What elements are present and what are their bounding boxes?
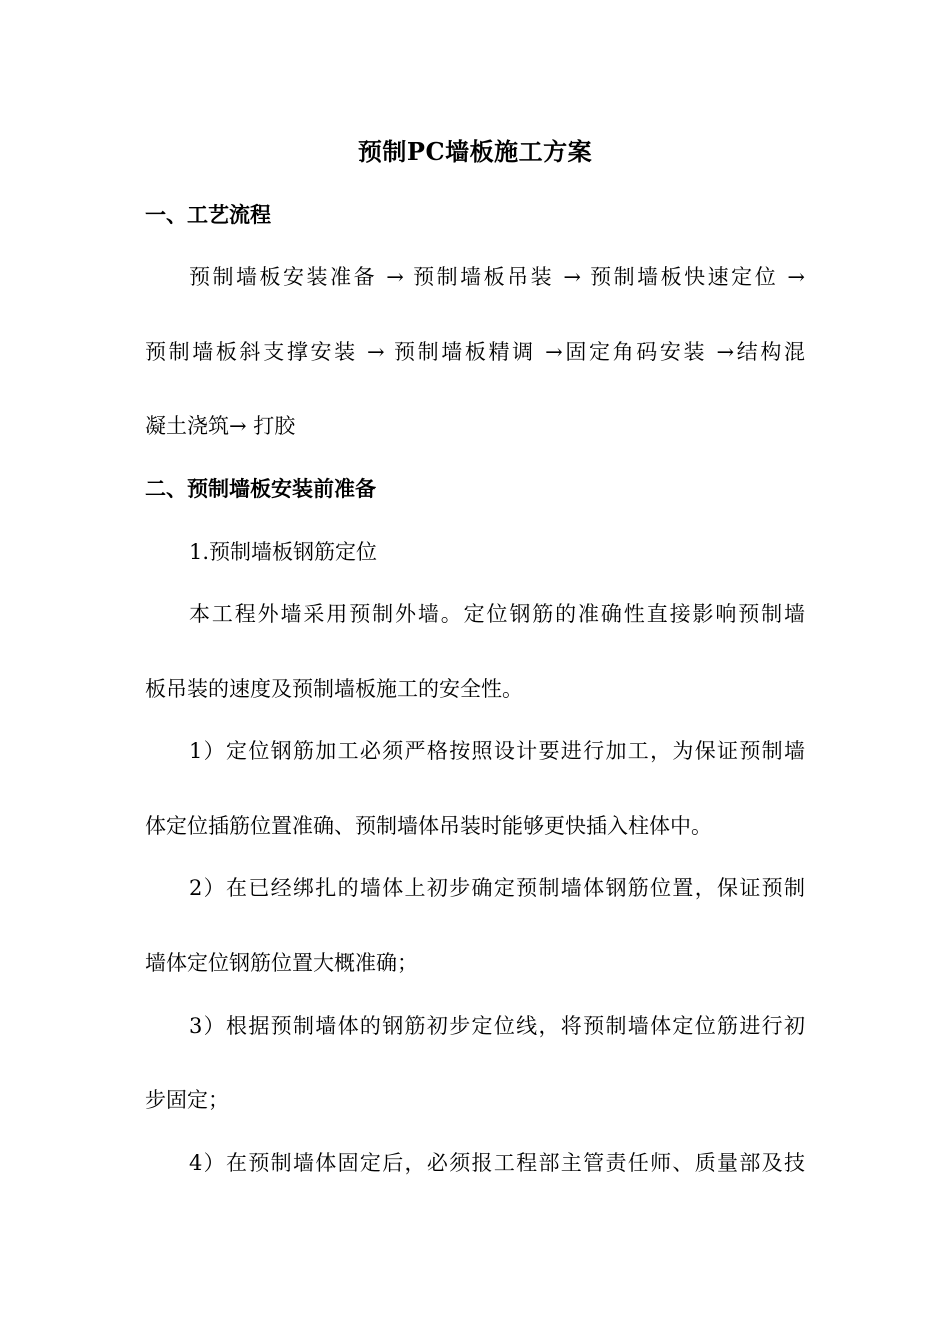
section-heading-process: 一、工艺流程 [145, 202, 271, 227]
item-1-line-2: 体定位插筋位置准确、预制墙体吊装时能够更快插入柱体中。 [145, 814, 712, 838]
item-1-line-1: 1）定位钢筋加工必须严格按照设计要进行加工，为保证预制墙 [189, 739, 805, 763]
paragraph-line-1: 本工程外墙采用预制外墙。定位钢筋的准确性直接影响预制墙 [189, 602, 805, 626]
item-4-line-1: 4）在预制墙体固定后，必须报工程部主管责任师、质量部及技 [189, 1151, 805, 1175]
paragraph-line-2: 板吊装的速度及预制墙板施工的安全性。 [145, 677, 523, 701]
flow-line-2: 预制墙板斜支撑安装 → 预制墙板精调 →固定角码安装 →结构混 [145, 340, 805, 364]
subheading-rebar-positioning: 1.预制墙板钢筋定位 [189, 540, 378, 564]
flow-line-3: 凝土浇筑→ 打胶 [145, 414, 296, 438]
section-heading-preparation: 二、预制墙板安装前准备 [145, 476, 376, 501]
document-title: 预制PC墙板施工方案 [357, 137, 593, 166]
flow-line-1: 预制墙板安装准备 → 预制墙板吊装 → 预制墙板快速定位 → [189, 265, 805, 289]
item-2-line-1: 2）在已经绑扎的墙体上初步确定预制墙体钢筋位置，保证预制 [189, 876, 805, 900]
item-3-line-2: 步固定； [145, 1088, 229, 1112]
item-3-line-1: 3）根据预制墙体的钢筋初步定位线，将预制墙体定位筋进行初 [189, 1014, 805, 1038]
item-2-line-2: 墙体定位钢筋位置大概准确； [145, 951, 418, 975]
